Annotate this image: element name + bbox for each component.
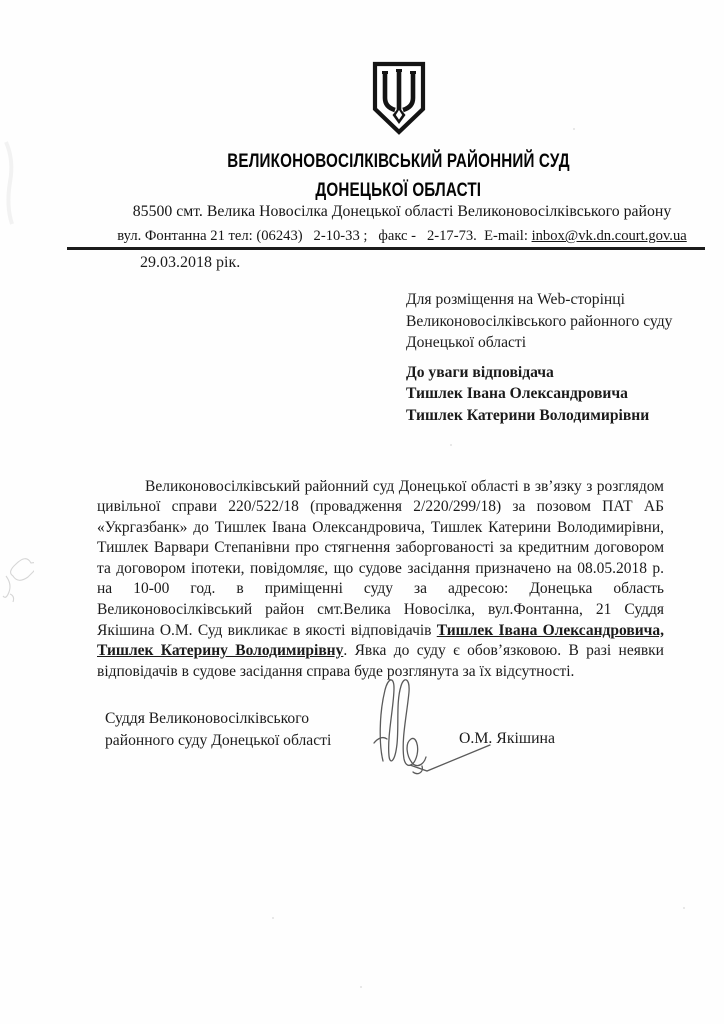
scan-artifact-smudge [0,138,22,233]
web-note-line: Великоновосілківського районного суду [406,312,673,330]
respondents-emphasized: Тишлек Івана Олександровича, Тишлек Катерину Володимирівну [97,621,664,660]
court-name-header [62,147,724,205]
judge-title-line2: районного суду Донецької області [105,731,332,749]
body-text-part1: Великоновосілківський районний суд Донецької області в зв’язку з розглядом цивільної справи 220/522/18 (провадження 2/220/299/18) за позовом ПАТ АБ «Укргазбанк» до Тишлек Івана Олександровича, Тишлек Катерини Володимирівни, Тишлек Варвари Степанівни про стягнення заборгованості за кредитним договором та договором іпотеки, повідомляє, що судове засідання призначено на 08.05.2018 р. на 10-00 год. в приміщенні суду за адресою: Донецька область Великоновосілківський район смт.Велика Новосілка, вул.Фонтанна, 21 Суддя Якішина О.М. Суд викликає в якості відповідачів [97,477,664,639]
web-note-line: Донецької області [406,334,527,352]
header-divider-rule [67,247,705,250]
scan-artifact-scribble [0,550,34,611]
court-name-line2: ДОНЕЦЬКОЇ ОБЛАСТІ [315,179,481,201]
scan-speck [272,917,274,919]
summons-body-paragraph [97,477,664,683]
handwritten-signature [366,666,498,780]
respondent-name: Тишлек Катерини Володимирівни [406,406,650,424]
judge-title-block [105,708,331,751]
scan-speck [683,907,685,909]
judge-name: О.М. Якішина [459,730,555,747]
court-name-line1: ВЕЛИКОНОВОСІЛКІВСЬКИЙ РАЙОННИЙ СУД [226,150,570,172]
court-contact-line [62,228,724,245]
ukraine-trident-shield-icon [370,61,428,137]
contact-prefix: вул. Фонтанна 21 тел: (06243) 2-10-33 ; факс - 2-17-73. E-mail: [117,228,532,244]
scan-speck [450,444,452,446]
document-date: 29.03.2018 рік. [140,254,241,271]
attention-heading: До уваги відповідача [406,363,554,381]
scan-speck [360,986,362,988]
respondent-name: Тишлек Івана Олександровича [406,385,628,403]
court-address-line: 85500 смт. Велика Новосілка Донецької області Великоновосілківського району [132,203,672,220]
body-text-part2: . Явка до суду є обов’язковою. В разі неявки відповідачів в судове засідання справа буде розглянута за їх відсутності. [97,642,664,680]
email-text: inbox@vk.dn.court.gov.ua [531,228,687,244]
judge-title-line1: Суддя Великоновосілківського [105,710,310,727]
web-note-line: Для розміщення на Web-сторінці [406,291,625,308]
scan-speck [573,128,575,130]
addressee-block [406,289,716,427]
